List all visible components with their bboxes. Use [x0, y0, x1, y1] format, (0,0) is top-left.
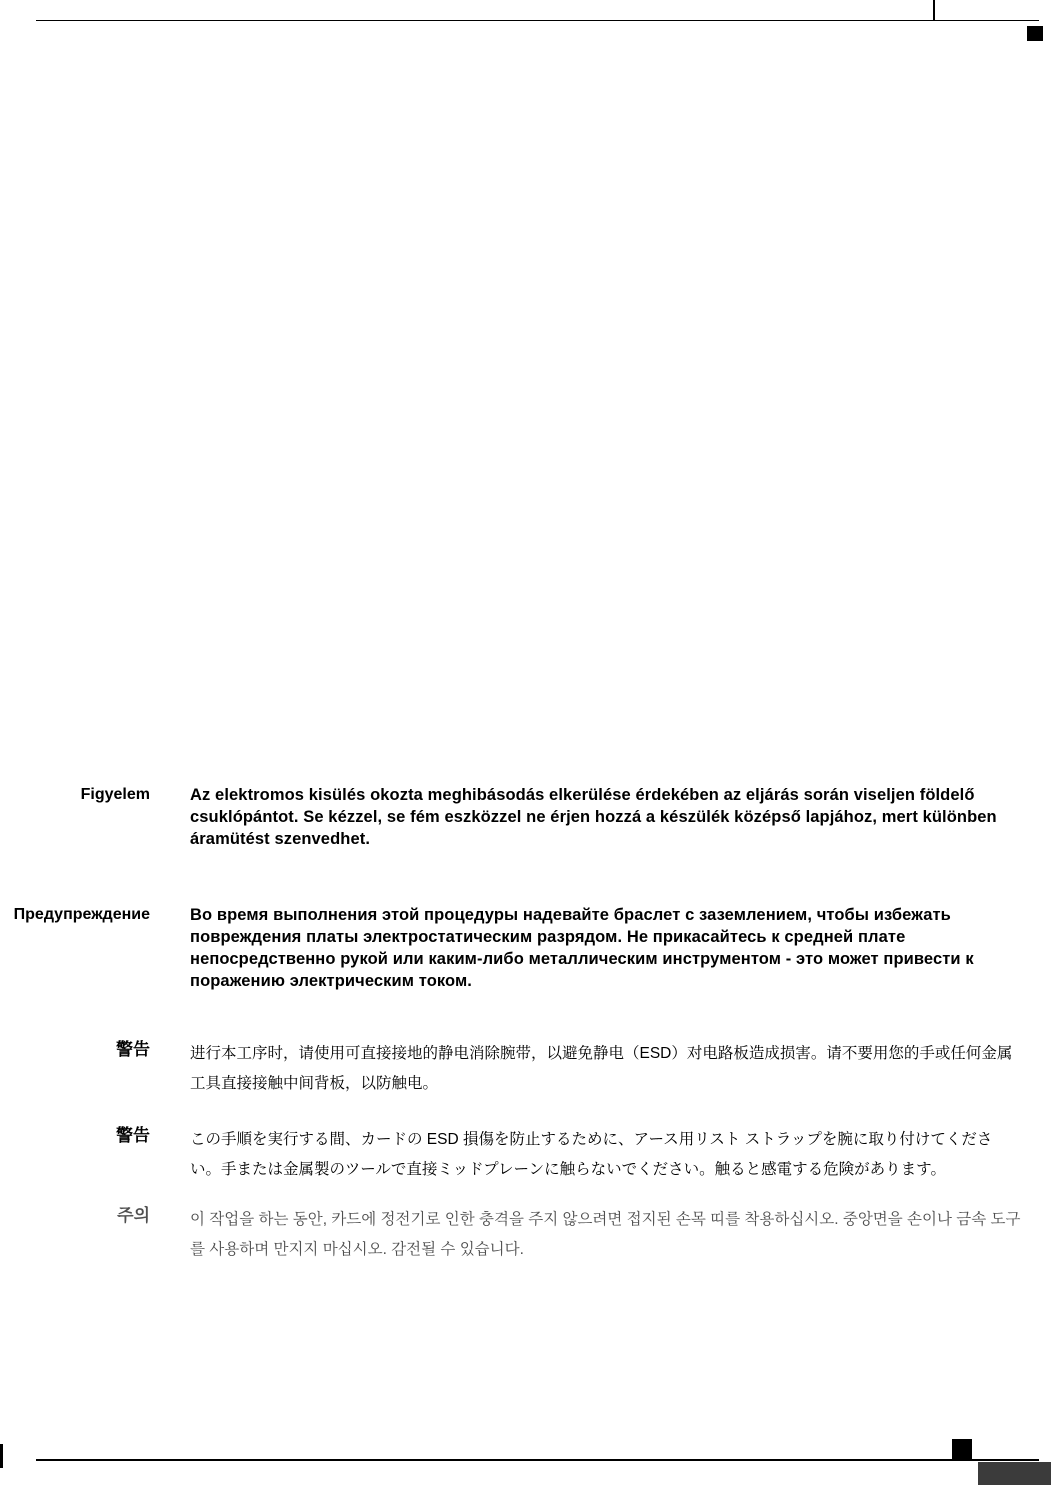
- warning-text: 이 작업을 하는 동안, 카드에 정전기로 인한 충격을 주지 않으려면 접지된 손목 띠를 착용하십시오. 중앙면을 손이나 금속 도구를 사용하며 만지지 마십시오. 감전될 수 있습니다.: [190, 1211, 1021, 1258]
- warning-label: 警告: [116, 1126, 150, 1145]
- header-rule: [36, 20, 1039, 21]
- warning-label: 주의: [117, 1206, 150, 1225]
- page-number-box: [978, 1462, 1051, 1485]
- warning-statements: [0, 784, 1051, 1265]
- corner-mark-top-right: [1027, 26, 1043, 41]
- footer-square-mark: [952, 1439, 972, 1459]
- warning-block-japanese: [0, 1125, 1051, 1185]
- warning-text: この手順を実行する間、カードの ESD 損傷を防止するために、アース用リスト ストラップを腕に取り付けてください。手または金属製のツールで直接ミッドプレーンに触らないでください。触ると感電する危険があります。: [190, 1131, 993, 1178]
- warning-label: Предупреждение: [13, 906, 150, 923]
- warning-label: Figyelem: [80, 786, 150, 803]
- warning-block-chinese: [0, 1039, 1051, 1099]
- warning-block-russian: [0, 904, 1051, 992]
- registration-mark-bottom-left: [0, 1444, 3, 1468]
- warning-label: 警告: [116, 1040, 150, 1059]
- warning-text: Во время выполнения этой процедуры надевайте браслет с заземлением, чтобы избежать повреждения платы электростатическим разрядом. Не прикасайтесь к средней плате непосредственно рукой или каким-либо металлическим инструментом - это может привести к поражению электрическим током.: [190, 906, 974, 990]
- warning-text: 进行本工序时，请使用可直接接地的静电消除腕带，以避免静电（ESD）对电路板造成损害。请不要用您的手或任何金属工具直接接触中间背板，以防触电。: [190, 1045, 1013, 1092]
- footer-rule: [36, 1459, 1039, 1461]
- warning-block-korean: [0, 1205, 1051, 1265]
- warning-block-hungarian: [0, 784, 1051, 850]
- warning-text: Az elektromos kisülés okozta meghibásodás elkerülése érdekében az eljárás során viseljen földelő csuklópántot. Se kézzel, se fém eszközzel ne érjen hozzá a készülék középső lapjához, mert különben áramütést szenvedhet.: [190, 786, 997, 848]
- registration-mark-top: [933, 0, 935, 21]
